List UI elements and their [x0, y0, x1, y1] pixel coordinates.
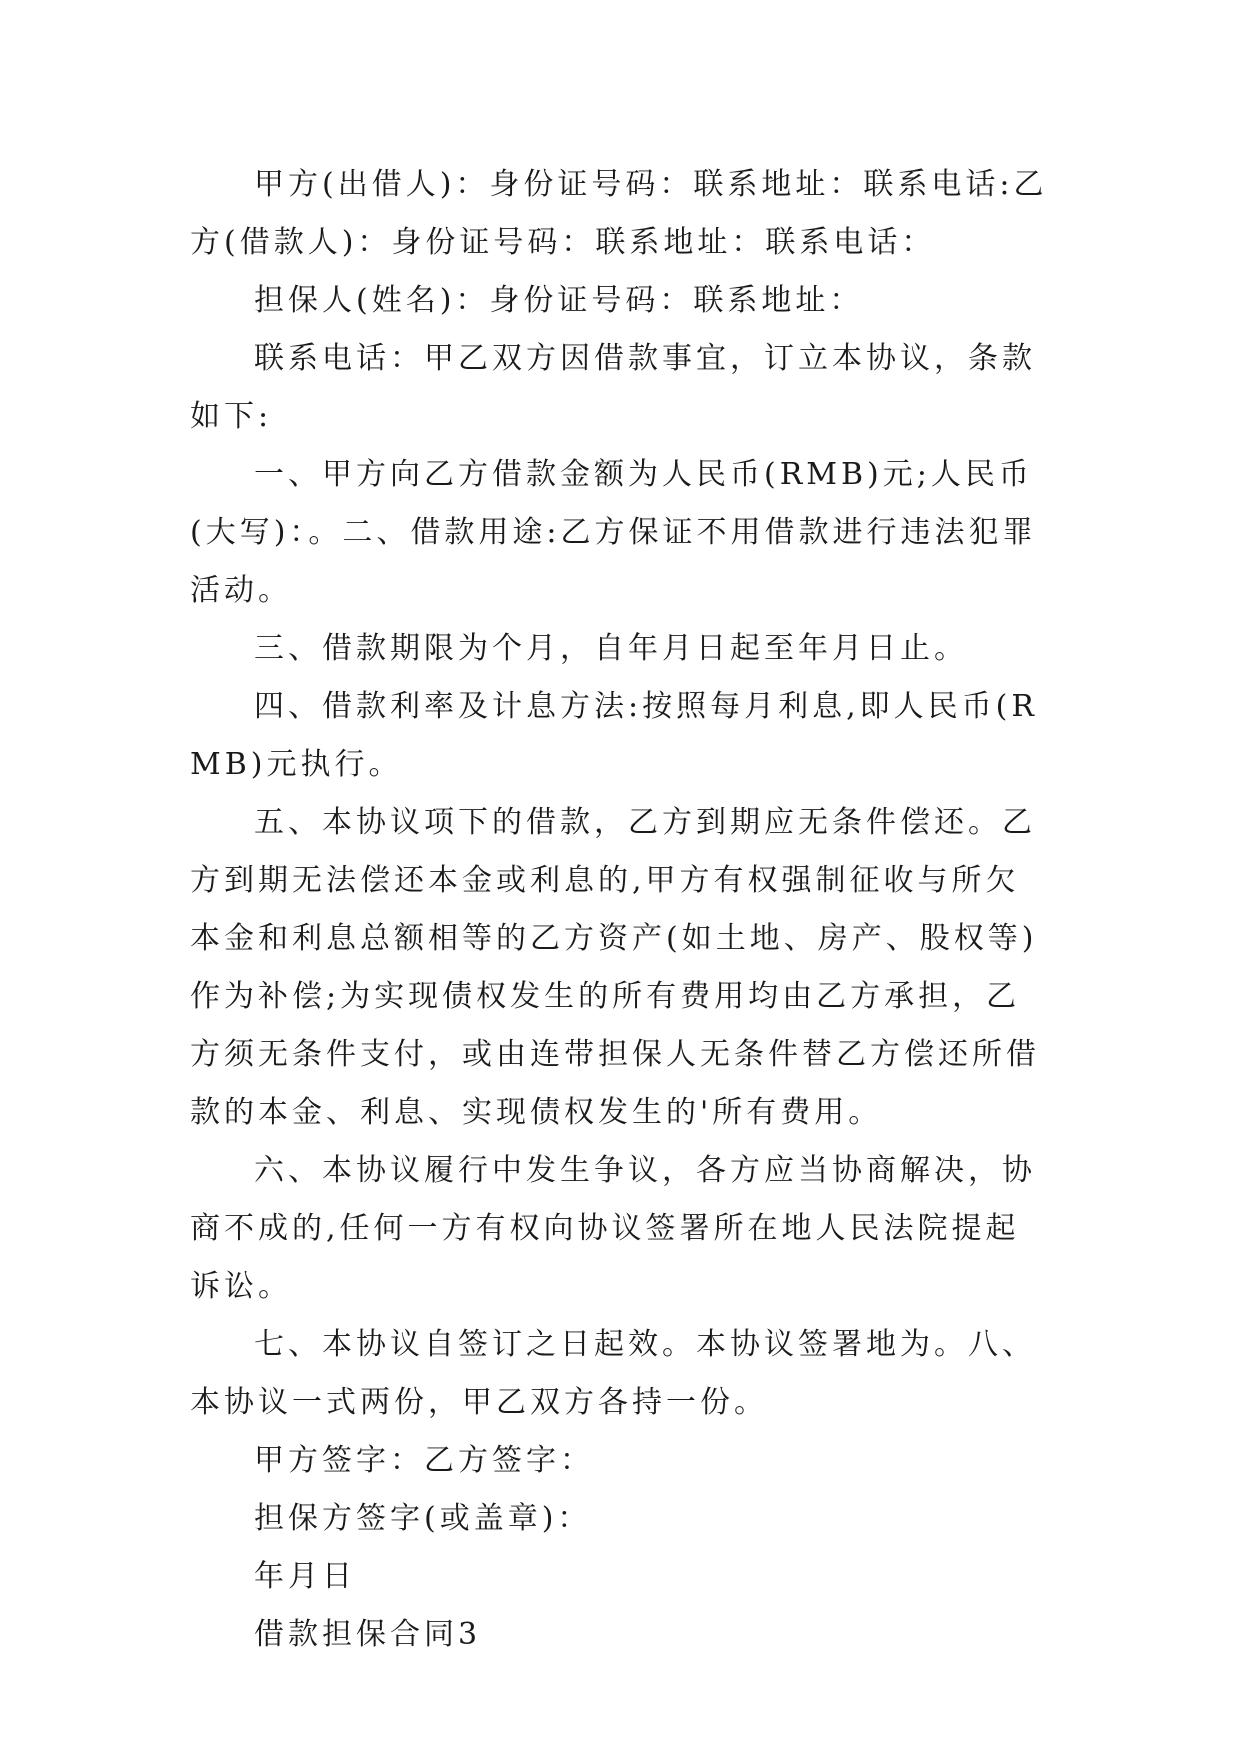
party-info-paragraph: 甲方(出借人)：身份证号码：联系地址：联系电话:乙方(借款人)：身份证号码：联系地址：联系电话： — [190, 167, 1048, 260]
next-section-title: 借款担保合同3 — [254, 1617, 482, 1652]
clause-four: 四、借款利率及计息方法:按照每月利息,即人民币(RMB)元执行。 — [190, 689, 1038, 782]
date-line: 年月日 — [254, 1559, 356, 1594]
agreement-intro-paragraph: 联系电话：甲乙双方因借款事宜，订立本协议，条款如下: — [190, 341, 1036, 434]
guarantor-info-paragraph: 担保人(姓名)：身份证号码：联系地址： — [254, 283, 864, 318]
guarantor-signature: 担保方签字(或盖章)： — [254, 1501, 592, 1536]
clause-five: 五、本协议项下的借款，乙方到期应无条件偿还。乙方到期无法偿还本金或利息的,甲方有权强制征收与所欠本金和利息总额相等的乙方资产(如土地、房产、股权等)作为补偿;为实现债权发生的所有费用均由乙方承担，乙方须无条件支付，或由连带担保人无条件替乙方偿还所借款的本金、利息、实现债权发生的'所有费用。 — [190, 805, 1040, 1130]
party-signatures: 甲方签字：乙方签字： — [254, 1443, 594, 1478]
clause-three: 三、借款期限为个月，自年月日起至年月日止。 — [254, 631, 968, 666]
clause-one-two: 一、甲方向乙方借款金额为人民币(RMB)元;人民币(大写)：。二、借款用途:乙方保证不用借款进行违法犯罪活动。 — [190, 457, 1037, 608]
clause-six: 六、本协议履行中发生争议，各方应当协商解决，协商不成的,任何一方有权向协议签署所在地人民法院提起诉讼。 — [190, 1153, 1036, 1304]
clause-seven-eight: 七、本协议自签订之日起效。本协议签署地为。八、本协议一式两份，甲乙双方各持一份。 — [190, 1327, 1036, 1420]
document-page — [190, 156, 1050, 1664]
